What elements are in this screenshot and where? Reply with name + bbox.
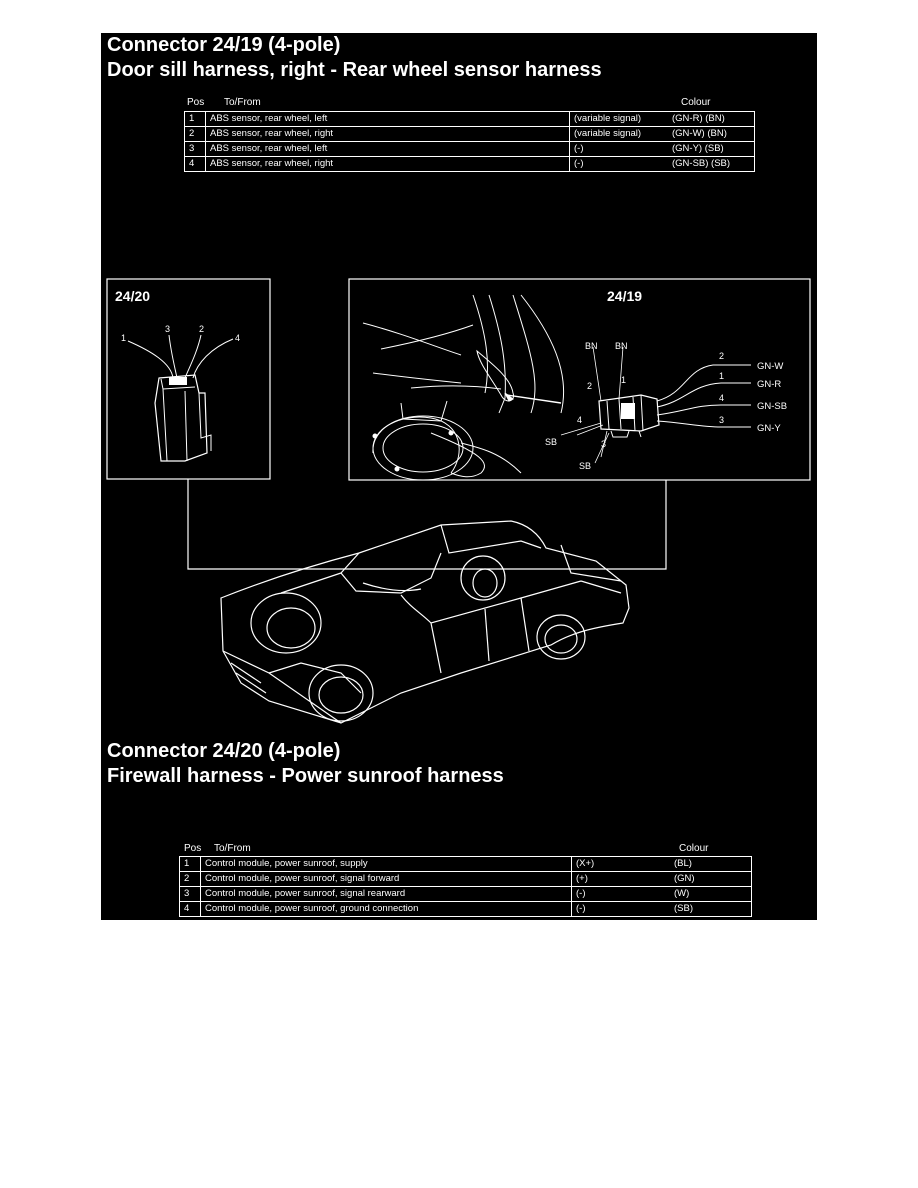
- pin-label: 3: [165, 324, 171, 334]
- row-pos: 1: [180, 857, 201, 872]
- pin-label: 4: [235, 333, 241, 343]
- box-24-19-label: 24/19: [607, 288, 643, 304]
- wire-colour-label: GN-W: [757, 361, 784, 372]
- row-pos: 4: [185, 157, 206, 172]
- row-colour: (SB): [670, 902, 752, 917]
- row-colour: (GN): [670, 872, 752, 887]
- box-24-20-label: 24/20: [115, 288, 151, 304]
- pin-number: 4: [577, 415, 583, 425]
- row-pos: 2: [180, 872, 201, 887]
- connector-24-19-subtitle: Door sill harness, right - Rear wheel sensor harness: [107, 59, 602, 81]
- box-24-19: [349, 279, 810, 480]
- row-to-from: Control module, power sunroof, supply: [201, 857, 572, 872]
- connector-24-20-title: Connector 24/20 (4-pole): [107, 740, 341, 762]
- row-signal: (variable signal): [570, 127, 669, 142]
- wire-colour-label: GN-R: [757, 379, 782, 390]
- pin-number: 3: [601, 439, 607, 449]
- row-to-from: ABS sensor, rear wheel, left: [206, 112, 570, 127]
- row-colour: (BL): [670, 857, 752, 872]
- row-signal: (+): [572, 872, 671, 887]
- row-pos: 4: [180, 902, 201, 917]
- connector-24-19-illustration: [561, 347, 751, 463]
- wheel-arch-illustration: [363, 295, 564, 480]
- row-pos: 3: [180, 887, 201, 902]
- pin-number: 2: [587, 381, 593, 391]
- row-signal: (-): [570, 157, 669, 172]
- wire-label-sb: SB: [545, 437, 558, 447]
- row-pos: 1: [185, 112, 206, 127]
- table2-header-pos: Pos: [184, 843, 202, 854]
- row-pos: 2: [185, 127, 206, 142]
- row-to-from: Control module, power sunroof, ground connection: [201, 902, 572, 917]
- connector-24-20-illustration: [121, 324, 240, 461]
- row-colour: (GN-R) (BN): [668, 112, 755, 127]
- wiring-diagram-panel: [101, 33, 817, 920]
- wire-label-bn: BN: [585, 341, 598, 351]
- wire-colour-label: GN-Y: [757, 423, 781, 434]
- table-row: [180, 887, 752, 902]
- pin-number: 3: [719, 415, 725, 425]
- pin-number: 1: [719, 371, 725, 381]
- row-to-from: ABS sensor, rear wheel, left: [206, 142, 570, 157]
- table1-header-pos: Pos: [187, 97, 205, 108]
- wire-colour-label: GN-SB: [757, 401, 788, 412]
- table-row: [180, 902, 752, 917]
- row-to-from: Control module, power sunroof, signal rearward: [201, 887, 572, 902]
- car-illustration: [221, 521, 629, 723]
- row-signal: (-): [572, 887, 671, 902]
- pin-number: 2: [719, 351, 725, 361]
- row-signal: (-): [570, 142, 669, 157]
- table1-header-to-from: To/From: [224, 97, 261, 108]
- pin-label: 1: [121, 333, 127, 343]
- table2-header-colour: Colour: [679, 843, 709, 854]
- location-leader-lines: [188, 479, 666, 569]
- table-row: [180, 857, 752, 872]
- row-signal: (X+): [572, 857, 671, 872]
- connector-24-20-subtitle: Firewall harness - Power sunroof harness: [107, 765, 504, 787]
- row-to-from: ABS sensor, rear wheel, right: [206, 127, 570, 142]
- pin-label: 2: [199, 324, 205, 334]
- pin-number: 4: [719, 393, 725, 403]
- row-signal: (-): [572, 902, 671, 917]
- row-colour: (GN-Y) (SB): [668, 142, 755, 157]
- wire-label-sb: SB: [579, 461, 592, 471]
- row-signal: (variable signal): [570, 112, 669, 127]
- table2-header-to-from: To/From: [214, 843, 251, 854]
- table-row: [180, 872, 752, 887]
- wire-label-bn: BN: [615, 341, 628, 351]
- pin-number: 1: [621, 375, 627, 385]
- row-pos: 3: [185, 142, 206, 157]
- row-colour: (GN-SB) (SB): [668, 157, 755, 172]
- row-to-from: ABS sensor, rear wheel, right: [206, 157, 570, 172]
- row-to-from: Control module, power sunroof, signal forward: [201, 872, 572, 887]
- table1-header-colour: Colour: [681, 97, 711, 108]
- box-24-20: [107, 279, 270, 479]
- connector-24-20-table: [179, 856, 752, 917]
- row-colour: (GN-W) (BN): [668, 127, 755, 142]
- connector-24-19-title: Connector 24/19 (4-pole): [107, 34, 341, 56]
- row-colour: (W): [670, 887, 752, 902]
